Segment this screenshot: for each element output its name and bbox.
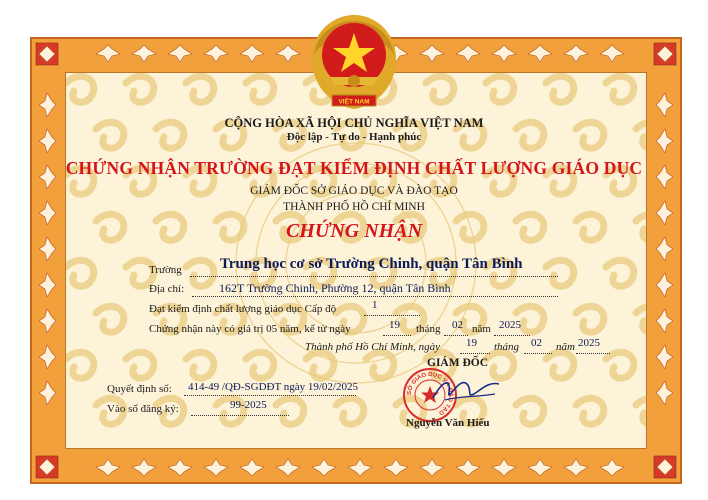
border-bird-motif	[600, 45, 624, 62]
validity-day: 19	[389, 319, 400, 331]
dateline-year-dots	[576, 353, 610, 354]
border-bird-motif	[96, 459, 120, 476]
level-dotted-line	[364, 315, 420, 316]
ornament-swirl	[426, 76, 454, 102]
ornament-swirl	[66, 76, 94, 102]
validity-year-dots	[494, 335, 530, 336]
school-name: Trung học cơ sở Trường Chinh, quận Tân Bình	[220, 256, 523, 272]
border-bird-motif	[39, 309, 56, 333]
level-label: Đạt kiểm định chất lượng giáo dục Cấp độ	[149, 303, 337, 315]
certificate-heading: CHỨNG NHẬN	[285, 220, 423, 242]
ornament-swirl	[126, 76, 154, 102]
ornament-swirl	[366, 352, 394, 378]
decision-dotted-line	[184, 395, 356, 396]
ornament-swirl	[66, 260, 94, 286]
border-bird-motif	[656, 381, 673, 405]
register-value: 99-2025	[230, 399, 267, 411]
border-bird-motif	[204, 45, 228, 62]
decision-value: 414-49 /QĐ-SGDĐT ngày 19/02/2025	[188, 381, 358, 393]
border-bird-motif	[492, 45, 516, 62]
validity-day-dots	[383, 335, 411, 336]
address-label: Địa chỉ:	[149, 283, 185, 295]
border-bird-motif	[492, 459, 516, 476]
dateline-day: 19	[466, 337, 477, 349]
ornament-swirl	[516, 398, 544, 424]
school-label: Trường	[149, 264, 182, 276]
ornament-swirl	[546, 352, 574, 378]
director-title: GIÁM ĐỐC	[427, 357, 489, 369]
border-bird-motif	[656, 273, 673, 297]
border-bird-motif	[564, 45, 588, 62]
border-bird-motif	[564, 459, 588, 476]
ornament-swirl	[246, 76, 274, 102]
ornament-swirl	[486, 76, 514, 102]
border-bird-motif	[240, 459, 264, 476]
border-bird-motif	[39, 381, 56, 405]
issuer-line-2: THÀNH PHỐ HỒ CHÍ MINH	[283, 201, 425, 213]
register-label: Vào sổ đăng ký:	[107, 403, 179, 415]
ornament-swirl	[576, 306, 604, 332]
ornament-swirl	[186, 76, 214, 102]
border-bird-motif	[39, 93, 56, 117]
ornament-swirl	[606, 76, 634, 102]
decision-label: Quyết định số:	[107, 383, 172, 395]
border-bird-motif	[456, 45, 480, 62]
ornament-swirl	[96, 306, 124, 332]
dateline-month-dots	[524, 353, 552, 354]
dateline-day-dots	[460, 353, 490, 354]
border-bird-motif	[656, 345, 673, 369]
ornament-swirl	[636, 306, 647, 332]
ornament-swirl	[186, 352, 214, 378]
border-bird-motif	[204, 459, 228, 476]
country-name: CỘNG HÒA XÃ HỘI CHỦ NGHĨA VIỆT NAM	[224, 116, 484, 130]
border-bird-motif	[656, 309, 673, 333]
border-bird-motif	[168, 459, 192, 476]
dateline-month-label: tháng	[494, 341, 520, 353]
handwritten-signature	[425, 370, 505, 410]
border-bird-motif	[39, 273, 56, 297]
validity-month-dots	[444, 335, 468, 336]
ornament-swirl	[126, 352, 154, 378]
border-bird-motif	[656, 93, 673, 117]
border-bird-motif	[528, 459, 552, 476]
seal-text: SỞ GIÁO DỤC VÀ ĐÀO TẠO	[406, 371, 454, 416]
ornament-swirl	[576, 398, 604, 424]
ornament-swirl	[186, 260, 214, 286]
ornament-swirl	[546, 76, 574, 102]
emblem-ribbon-text: VIỆT NAM	[338, 98, 370, 106]
ornament-swirl	[606, 260, 634, 286]
school-dotted-line	[190, 276, 558, 277]
validity-label: Chứng nhận này có giá trị 05 năm, kể từ ngày	[149, 323, 351, 335]
ornament-swirl	[246, 352, 274, 378]
dateline-year-label: năm	[556, 341, 575, 353]
ornament-swirl	[636, 398, 647, 424]
border-bird-motif	[132, 459, 156, 476]
dateline-city: Thành phố Hồ Chí Minh, ngày	[305, 341, 441, 353]
border-bird-motif	[420, 459, 444, 476]
ornament-swirl	[546, 260, 574, 286]
address-value: 162T Trường Chinh, Phường 12, quận Tân Bình	[219, 281, 451, 295]
border-bird-motif	[384, 459, 408, 476]
border-bird-motif	[420, 45, 444, 62]
validity-month-label: tháng	[416, 323, 441, 335]
ornament-swirl	[276, 398, 304, 424]
director-name: Nguyễn Văn Hiếu	[406, 417, 490, 429]
validity-year-label: năm	[472, 323, 491, 335]
border-bird-motif	[348, 459, 372, 476]
border-bird-motif	[39, 345, 56, 369]
border-bird-motif	[240, 45, 264, 62]
certificate-title: CHỨNG NHẬN TRƯỜNG ĐẠT KIỂM ĐỊNH CHẤT LƯỢNG GIÁO DỤC	[65, 158, 643, 178]
ornament-swirl	[336, 398, 364, 424]
ornament-swirl	[66, 352, 94, 378]
border-bird-motif	[600, 459, 624, 476]
validity-year: 2025	[499, 319, 521, 331]
dateline-month: 02	[531, 337, 542, 349]
motto: Độc lập - Tự do - Hạnh phúc	[286, 131, 422, 143]
border-bird-motif	[276, 459, 300, 476]
issuer-line-1: GIÁM ĐỐC SỞ GIÁO DỤC VÀ ĐÀO TẠO	[250, 185, 458, 197]
border-bird-motif	[96, 45, 120, 62]
border-bird-motif	[168, 45, 192, 62]
validity-month: 02	[452, 319, 463, 331]
border-bird-motif	[132, 45, 156, 62]
level-value: 1	[372, 299, 378, 311]
border-bird-motif	[456, 459, 480, 476]
dateline-year: 2025	[578, 337, 600, 349]
ornament-swirl	[606, 352, 634, 378]
register-dotted-line	[191, 415, 289, 416]
border-bird-motif	[528, 45, 552, 62]
border-bird-motif	[312, 459, 336, 476]
address-dotted-line	[192, 296, 558, 297]
border-bird-motif	[276, 45, 300, 62]
national-emblem	[304, 9, 404, 115]
